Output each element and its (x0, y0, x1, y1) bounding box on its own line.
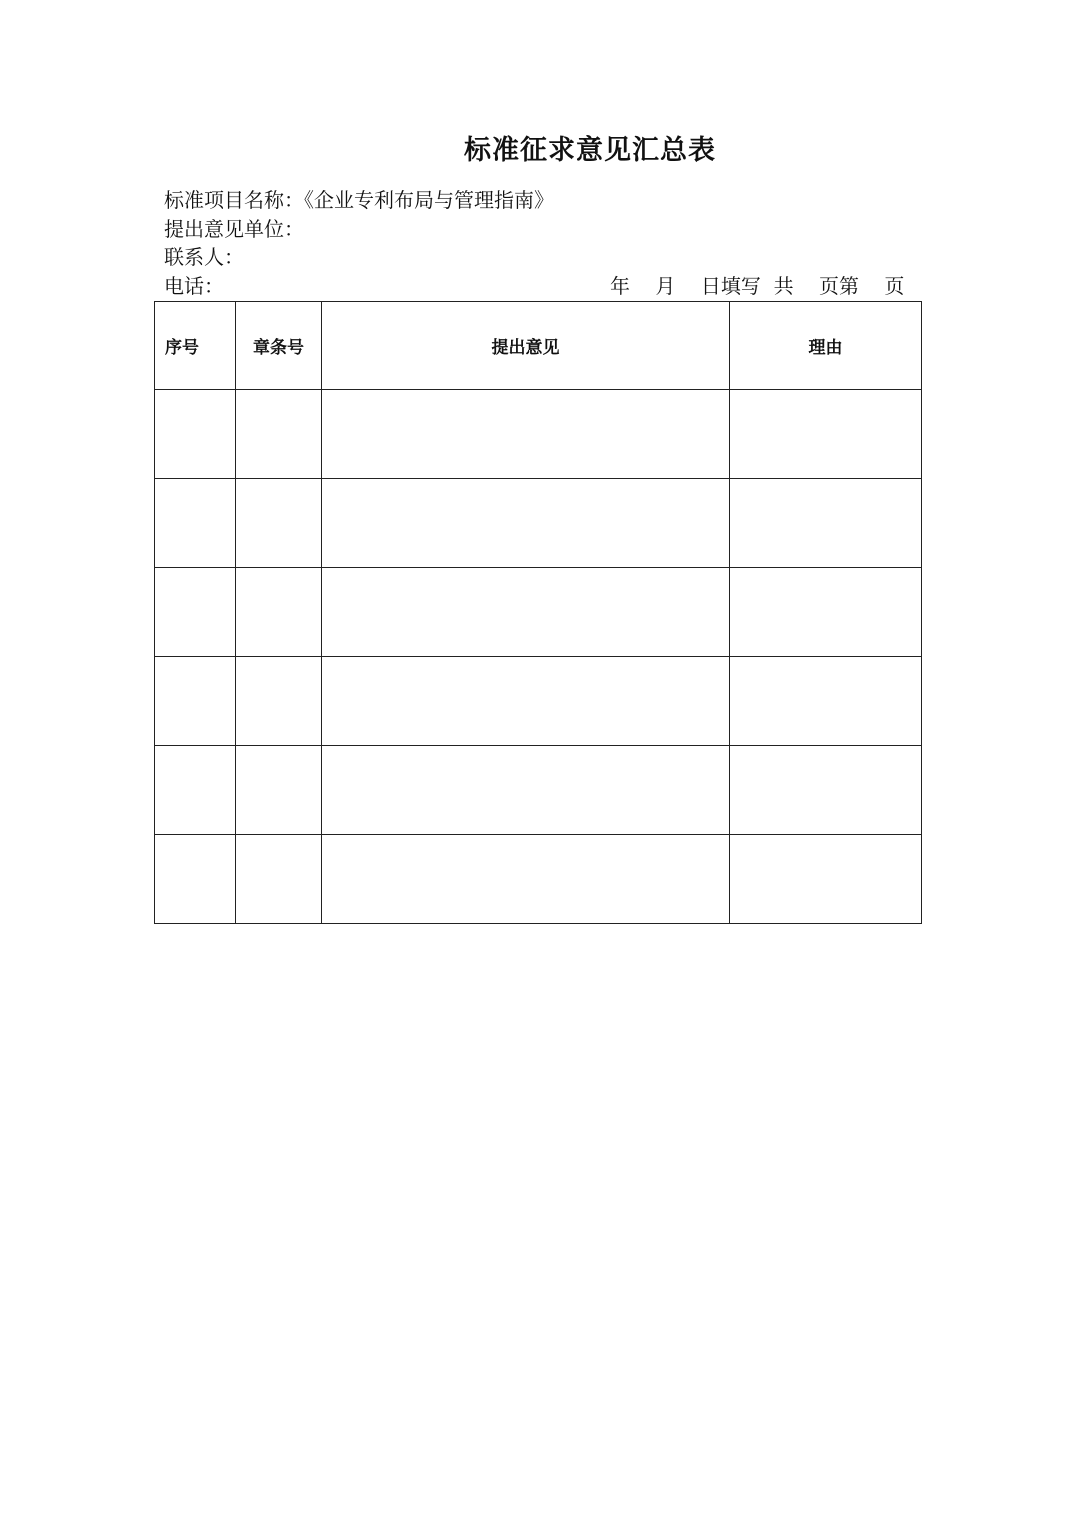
phone-line (164, 272, 224, 300)
contact-line (164, 243, 244, 271)
table-cell (730, 568, 922, 657)
opinion-summary-table (154, 301, 922, 924)
header-opinion: 提出意见 (322, 302, 730, 390)
table-header-row (155, 302, 922, 390)
table-cell (322, 746, 730, 835)
project-name-value: 《企业专利布局与管理指南》 (304, 188, 554, 212)
table-cell (155, 568, 236, 657)
unit-label: 提出意见单位： (164, 217, 304, 241)
table-cell (155, 835, 236, 924)
table-cell (730, 657, 922, 746)
project-name-label: 标准项目名称： (164, 188, 304, 212)
phone-label: 电话： (164, 274, 224, 298)
table-cell (155, 390, 236, 479)
header-reason: 理由 (730, 302, 922, 390)
table-cell (236, 479, 322, 568)
header-seq: 序号 (155, 302, 236, 390)
table-cell (236, 835, 322, 924)
table-cell (322, 568, 730, 657)
table-cell (236, 746, 322, 835)
table-cell (236, 568, 322, 657)
table-cell (322, 835, 730, 924)
table-cell (322, 479, 730, 568)
table-cell (236, 657, 322, 746)
table-row (155, 568, 922, 657)
form-title: 标准征求意见汇总表 (464, 135, 716, 166)
table-cell (322, 657, 730, 746)
fill-date-text: 年 月 日填写 共 页第 页 (610, 274, 905, 298)
table-cell (730, 835, 922, 924)
table-cell (730, 746, 922, 835)
table-row (155, 657, 922, 746)
header-clause: 章条号 (236, 302, 322, 390)
table-row (155, 835, 922, 924)
table-cell (155, 657, 236, 746)
table-cell (730, 479, 922, 568)
table-cell (322, 390, 730, 479)
contact-label: 联系人： (164, 245, 244, 269)
table-cell (730, 390, 922, 479)
table-cell (155, 479, 236, 568)
table-cell (155, 746, 236, 835)
table-cell (236, 390, 322, 479)
table-row (155, 479, 922, 568)
table-row (155, 746, 922, 835)
table-row (155, 390, 922, 479)
project-name-line (164, 186, 554, 214)
unit-line (164, 215, 304, 243)
